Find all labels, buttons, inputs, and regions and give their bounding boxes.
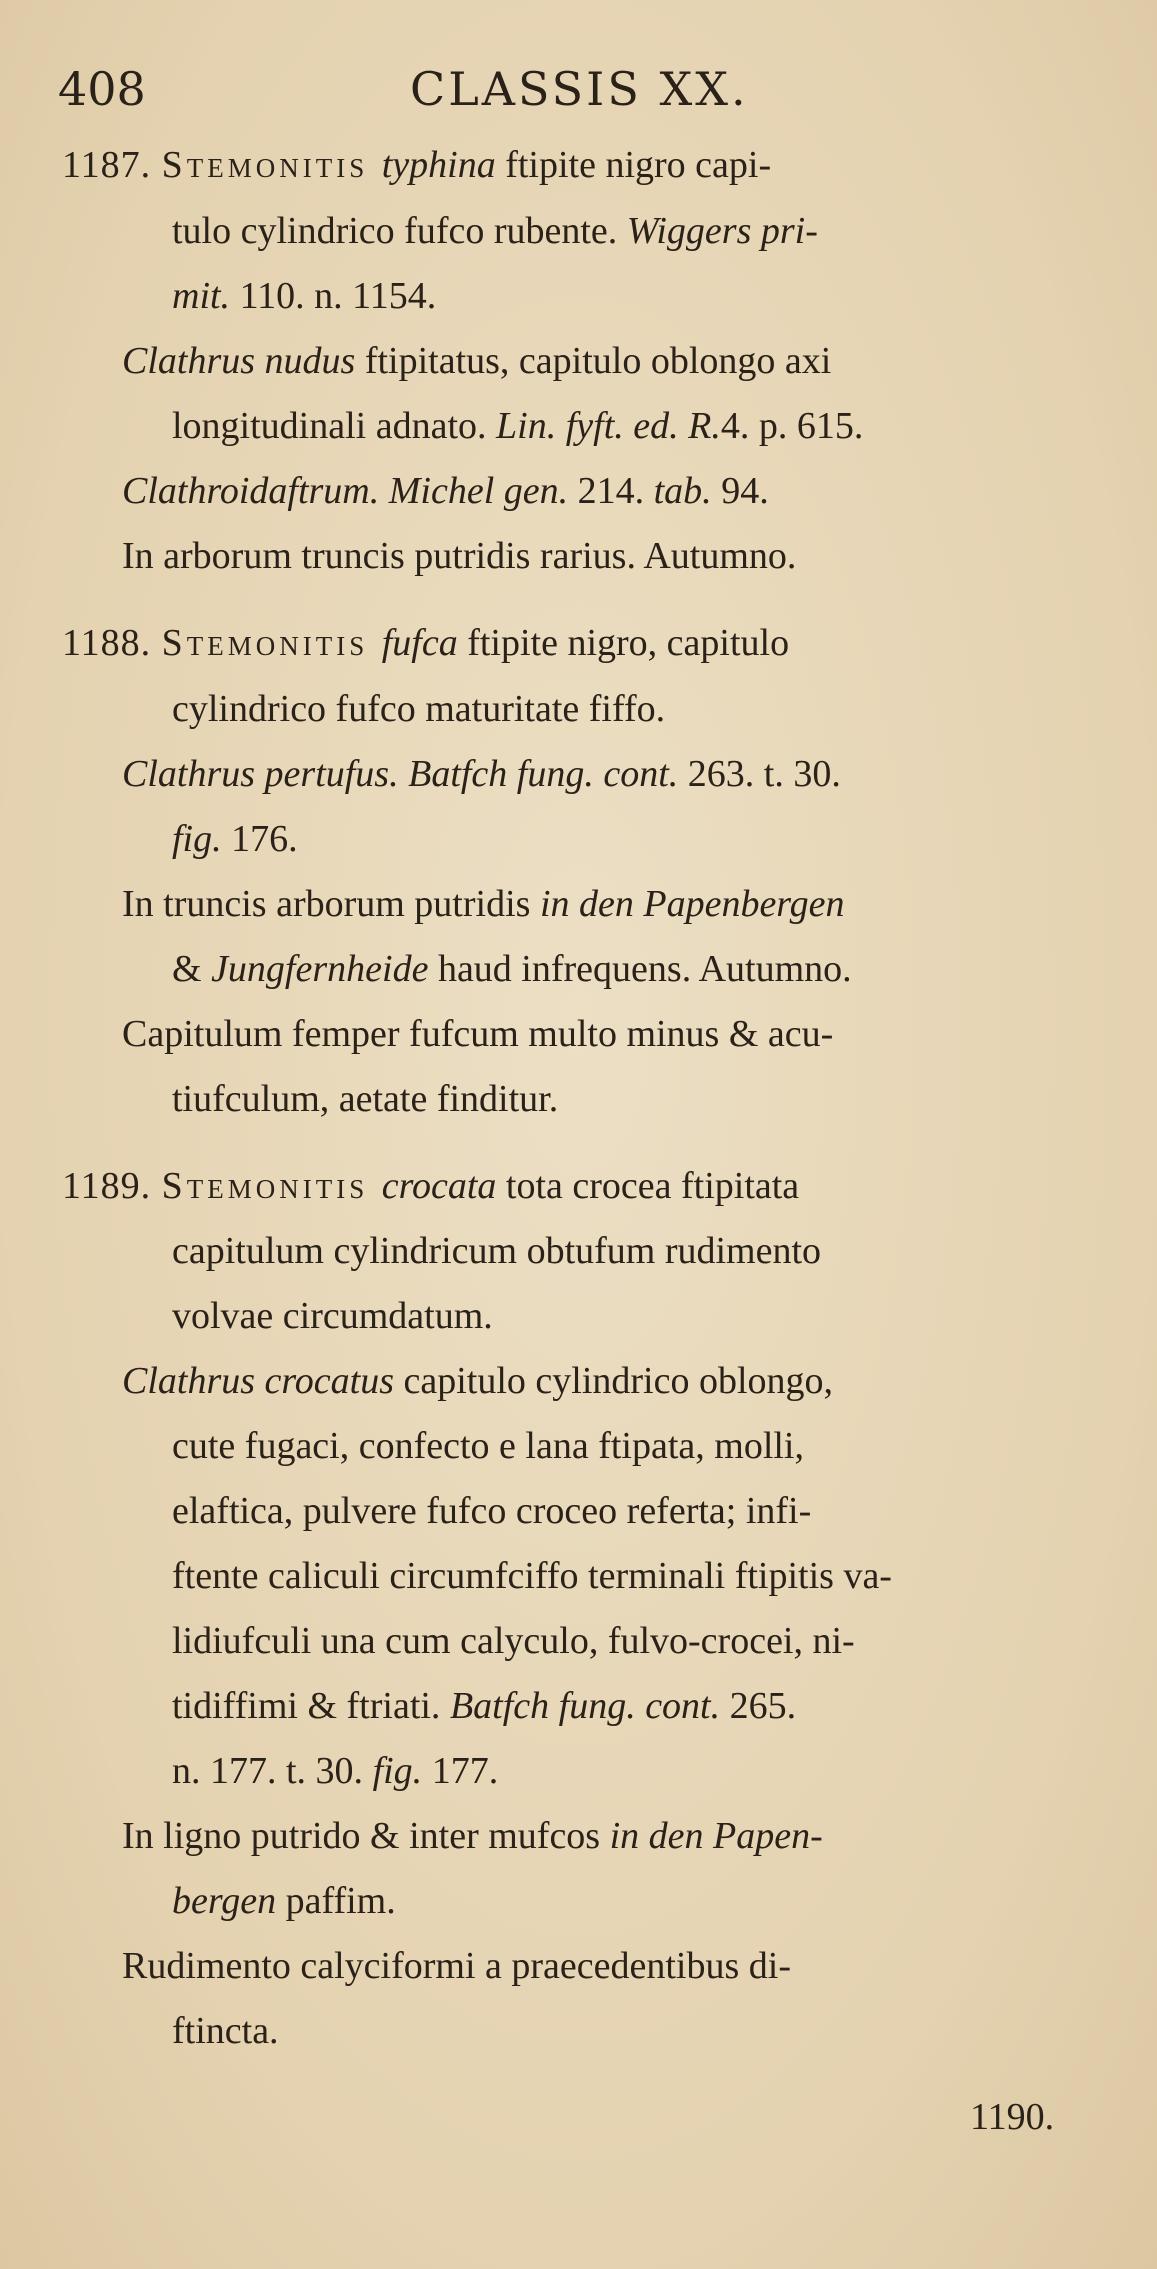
catchword: 1190.	[970, 2096, 1055, 2138]
text-line	[122, 1943, 791, 1989]
text-line	[122, 1813, 823, 1859]
text-span: ftincta.	[172, 2010, 279, 2052]
text-line	[172, 1076, 558, 1122]
text-span: Lin. fyft. ed. R.	[496, 405, 721, 447]
text-line	[122, 468, 769, 514]
text-span: volvae circumdatum.	[172, 1295, 493, 1337]
text-span: Michel gen.	[388, 470, 569, 512]
text-span	[399, 753, 409, 795]
page-header	[58, 62, 1098, 122]
text-span: Clathrus pertufus.	[122, 753, 399, 795]
text-line	[62, 620, 789, 666]
text-span	[379, 470, 389, 512]
text-span: fig.	[172, 818, 222, 860]
running-title: CLASSIS XX.	[410, 62, 749, 116]
text-span: cylindrico fufco maturitate fiffo.	[172, 688, 666, 730]
text-span: Rudimento calyciformi a praecedentibus di-	[122, 1945, 791, 1987]
text-line	[122, 338, 831, 384]
text-span: 214.	[568, 470, 654, 512]
text-line	[122, 881, 845, 927]
text-span: fufca	[381, 622, 458, 664]
text-span: n. 177. t. 30.	[172, 1750, 373, 1792]
text-line	[122, 533, 796, 579]
text-span: Batfch fung. cont.	[449, 1685, 721, 1727]
page-number: 408	[58, 62, 146, 116]
text-line	[172, 273, 436, 319]
text-span: typhina	[381, 144, 496, 186]
text-span: Stemonitis	[161, 144, 382, 186]
text-line	[172, 2008, 279, 2054]
text-span: bergen	[172, 1880, 277, 1922]
text-span: tiufculum, aetate finditur.	[172, 1078, 559, 1120]
text-line	[172, 1488, 811, 1534]
text-span: paffim.	[276, 1880, 396, 1922]
text-span: Clathrus crocatus	[122, 1360, 394, 1402]
text-span: lidiufculi una cum calyculo, fulvo-crocei, ni-	[172, 1620, 855, 1662]
text-span: capitulum cylindricum obtufum rudimento	[172, 1230, 822, 1272]
text-span: tulo cylindrico fufco rubente.	[172, 210, 627, 252]
text-span: cute fugaci, confecto e lana ftipata, molli,	[172, 1425, 804, 1467]
text-span: Wiggers pri-	[626, 210, 818, 252]
text-span: 1187.	[62, 144, 162, 186]
text-span: 94.	[711, 470, 769, 512]
text-span: tab.	[653, 470, 712, 512]
text-line	[172, 1878, 396, 1924]
text-line	[172, 1618, 855, 1664]
text-span: tota crocea ftipitata	[496, 1165, 800, 1207]
text-span: ftipite nigro, capitulo	[457, 622, 790, 664]
text-span: 110. n. 1154.	[230, 275, 437, 317]
text-span: 4. p. 615.	[720, 405, 864, 447]
text-span: elaftica, pulvere fufco croceo referta; infi-	[172, 1490, 812, 1532]
text-span: Stemonitis	[161, 1165, 382, 1207]
text-span: 1188.	[62, 622, 162, 664]
text-line	[62, 142, 771, 188]
text-span: In arborum truncis putridis rarius. Autumno.	[122, 535, 797, 577]
text-line	[172, 403, 863, 449]
text-span: Batfch fung. cont.	[408, 753, 679, 795]
text-span: mit.	[172, 275, 231, 317]
text-line	[172, 946, 852, 992]
text-line	[172, 1423, 804, 1469]
text-line	[122, 1011, 833, 1057]
text-span: Clathroidaftrum.	[122, 470, 380, 512]
text-span: Jungfernheide	[211, 948, 429, 990]
text-span: longitudinali adnato.	[172, 405, 497, 447]
text-line	[122, 751, 841, 797]
text-line	[172, 208, 818, 254]
text-span: 176.	[221, 818, 298, 860]
text-span: in den Papen-	[609, 1815, 823, 1857]
text-line	[172, 686, 665, 732]
text-line	[172, 816, 298, 862]
text-span: capitulo cylindrico oblongo,	[394, 1360, 834, 1402]
text-span: 263. t. 30.	[678, 753, 841, 795]
text-span: Stemonitis	[161, 622, 382, 664]
text-span: 265.	[720, 1685, 797, 1727]
text-span: In truncis arborum putridis	[122, 883, 540, 925]
text-span: Clathrus nudus	[122, 340, 356, 382]
text-line	[172, 1553, 892, 1599]
text-line	[62, 1163, 799, 1209]
text-span: ftipitatus, capitulo oblongo axi	[355, 340, 832, 382]
text-span: in den Papenbergen	[539, 883, 845, 925]
text-span: crocata	[381, 1165, 497, 1207]
text-span: &	[172, 948, 212, 990]
text-line	[122, 1358, 833, 1404]
text-span: 1189.	[62, 1165, 162, 1207]
text-span: ftente caliculi circumfciffo terminali ftipitis va-	[172, 1555, 892, 1597]
text-span: Capitulum femper fufcum multo minus & acu-	[122, 1013, 834, 1055]
text-line	[172, 1683, 796, 1729]
text-span: In ligno putrido & inter mufcos	[122, 1815, 610, 1857]
text-line	[172, 1748, 498, 1794]
text-span: fig.	[372, 1750, 423, 1792]
text-span: haud infrequens. Autumno.	[428, 948, 852, 990]
text-span: 177.	[422, 1750, 499, 1792]
text-span: ftipite nigro capi-	[495, 144, 772, 186]
text-line	[172, 1293, 493, 1339]
text-line	[172, 1228, 821, 1274]
text-span: tidiffimi & ftriati.	[172, 1685, 450, 1727]
